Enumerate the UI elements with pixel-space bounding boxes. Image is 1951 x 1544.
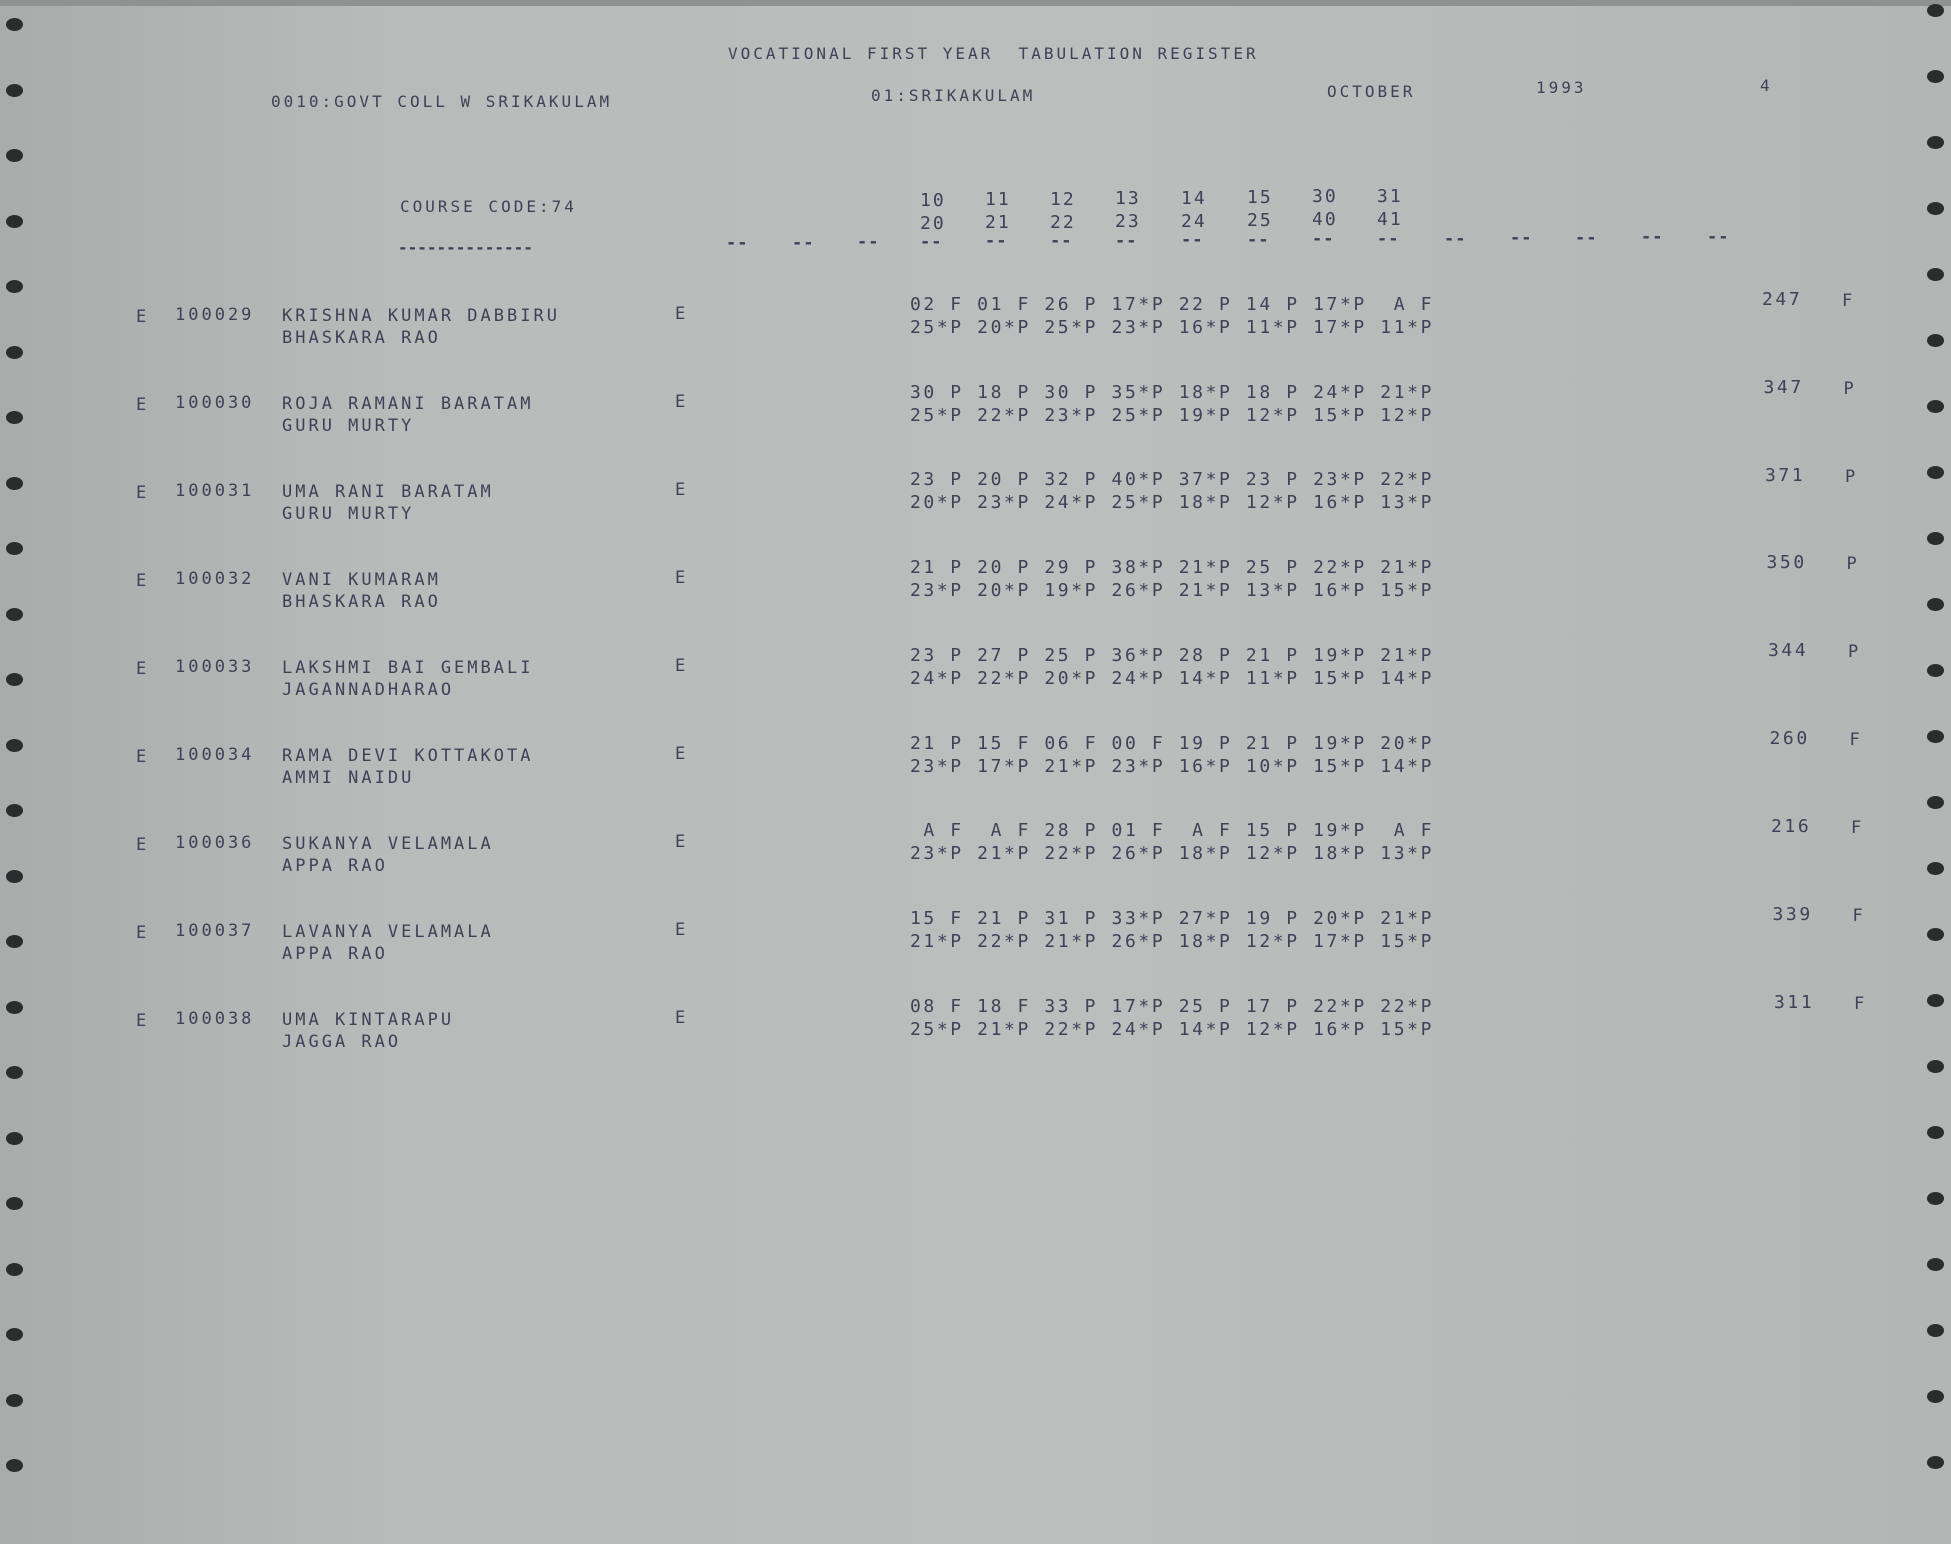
feed-hole bbox=[6, 1197, 23, 1210]
page-number: 4 bbox=[1760, 76, 1773, 95]
student-name: KRISHNA KUMAR DABBIRU bbox=[282, 306, 560, 326]
column-separator: -- bbox=[1050, 231, 1073, 251]
guardian-name: GURU MURTY bbox=[282, 504, 415, 524]
column-separator: -- bbox=[1641, 227, 1664, 248]
marks-line-1: 15 F 21 P 31 P 33*P 27*P 19 P 20*P 21*P bbox=[910, 908, 1435, 930]
feed-hole bbox=[6, 935, 23, 948]
feed-hole bbox=[6, 215, 23, 228]
feed-hole bbox=[1927, 1192, 1944, 1205]
marks-line-2: 25*P 20*P 25*P 23*P 16*P 11*P 17*P 11*P bbox=[910, 317, 1435, 338]
medium-code: E bbox=[675, 832, 689, 852]
district-code: 01:SRIKAKULAM bbox=[871, 86, 1036, 105]
student-id: 100037 bbox=[175, 921, 255, 941]
marks-line-2: 24*P 22*P 20*P 24*P 14*P 11*P 15*P 14*P bbox=[910, 667, 1435, 689]
student-id: 100036 bbox=[175, 833, 255, 853]
marks-line-2: 21*P 22*P 21*P 26*P 18*P 12*P 17*P 15*P bbox=[910, 931, 1435, 953]
feed-hole bbox=[6, 804, 23, 817]
result-status: F bbox=[1851, 817, 1865, 838]
marks-line-2: 20*P 23*P 24*P 25*P 18*P 12*P 16*P 13*P bbox=[910, 492, 1435, 514]
column-number-top: 11 bbox=[985, 189, 1011, 211]
result-status: P bbox=[1846, 554, 1860, 575]
medium-code: E bbox=[675, 656, 689, 676]
medium-code: E bbox=[675, 392, 689, 412]
marks-line-1: 23 P 20 P 32 P 40*P 37*P 23 P 23*P 22*P bbox=[910, 469, 1435, 491]
feed-hole bbox=[1927, 928, 1944, 941]
marks-line-1: 02 F 01 F 26 P 17*P 22 P 14 P 17*P A F bbox=[910, 294, 1435, 315]
medium-code: E bbox=[675, 304, 689, 324]
student-id: 100030 bbox=[175, 393, 255, 413]
exam-year: 1993 bbox=[1536, 78, 1587, 97]
marks-line-2: 25*P 21*P 22*P 24*P 14*P 12*P 16*P 15*P bbox=[910, 1018, 1435, 1040]
guardian-name: GURU MURTY bbox=[282, 416, 415, 436]
feed-hole bbox=[1927, 1060, 1944, 1073]
column-number-bottom: 24 bbox=[1181, 210, 1207, 232]
column-separator: -- bbox=[1181, 230, 1204, 251]
student-name: VANI KUMARAM bbox=[282, 570, 441, 590]
student-id: 100038 bbox=[175, 1009, 255, 1029]
feed-hole bbox=[1927, 466, 1944, 479]
column-number-bottom: 41 bbox=[1377, 208, 1403, 230]
record-prefix: E bbox=[136, 395, 150, 415]
guardian-name: JAGGA RAO bbox=[282, 1032, 402, 1052]
left-tractor-feed-holes bbox=[0, 0, 40, 1544]
column-number-bottom: 25 bbox=[1247, 210, 1273, 231]
paper-top-edge bbox=[0, 0, 1951, 6]
total-marks: 311 bbox=[1774, 991, 1815, 1013]
column-separator: -- bbox=[857, 232, 880, 253]
result-status: F bbox=[1849, 730, 1863, 751]
total-marks: 350 bbox=[1766, 552, 1807, 574]
feed-hole bbox=[1927, 664, 1944, 677]
feed-hole bbox=[6, 149, 23, 162]
feed-hole bbox=[6, 542, 23, 555]
student-id: 100032 bbox=[175, 569, 255, 589]
feed-hole bbox=[1927, 532, 1944, 545]
student-id: 100031 bbox=[175, 481, 255, 501]
student-name: UMA KINTARAPU bbox=[282, 1010, 455, 1030]
marks-line-1: 23 P 27 P 25 P 36*P 28 P 21 P 19*P 21*P bbox=[910, 644, 1435, 666]
column-number-top: 14 bbox=[1181, 187, 1207, 209]
student-id: 100034 bbox=[175, 745, 255, 765]
guardian-name: BHASKARA RAO bbox=[282, 328, 441, 348]
marks-line-1: 21 P 20 P 29 P 38*P 21*P 25 P 22*P 21*P bbox=[910, 557, 1435, 579]
feed-hole bbox=[6, 1066, 23, 1079]
total-marks: 216 bbox=[1771, 815, 1812, 837]
feed-hole bbox=[6, 84, 23, 97]
result-status: F bbox=[1854, 993, 1868, 1014]
record-prefix: E bbox=[136, 307, 150, 327]
feed-hole bbox=[1927, 334, 1944, 347]
feed-hole bbox=[6, 477, 23, 490]
feed-hole bbox=[6, 673, 23, 686]
medium-code: E bbox=[675, 744, 689, 764]
result-status: P bbox=[1843, 378, 1857, 399]
medium-code: E bbox=[675, 1008, 689, 1028]
column-separator: -- bbox=[920, 231, 943, 252]
feed-hole bbox=[1927, 4, 1944, 17]
column-separator: -- bbox=[1510, 228, 1533, 249]
guardian-name: BHASKARA RAO bbox=[282, 592, 441, 612]
course-code: COURSE CODE:74 bbox=[400, 197, 577, 216]
feed-hole bbox=[1927, 862, 1944, 875]
column-separator: -- bbox=[726, 233, 749, 253]
student-name: RAMA DEVI KOTTAKOTA bbox=[282, 746, 534, 766]
feed-hole bbox=[1927, 400, 1944, 413]
feed-hole bbox=[6, 739, 23, 752]
feed-hole bbox=[6, 1459, 23, 1472]
column-separator: -- bbox=[1312, 229, 1335, 250]
column-separator: -- bbox=[1707, 227, 1730, 247]
feed-hole bbox=[1927, 202, 1944, 215]
feed-hole bbox=[1927, 1126, 1944, 1139]
total-marks: 247 bbox=[1762, 289, 1803, 310]
record-prefix: E bbox=[136, 747, 150, 767]
feed-hole bbox=[6, 870, 23, 883]
feed-hole bbox=[1927, 1456, 1944, 1469]
record-prefix: E bbox=[136, 659, 150, 679]
feed-hole bbox=[6, 1394, 23, 1407]
marks-line-2: 23*P 17*P 21*P 23*P 16*P 10*P 15*P 14*P bbox=[910, 755, 1435, 777]
record-prefix: E bbox=[136, 835, 150, 855]
marks-line-1: 30 P 18 P 30 P 35*P 18*P 18 P 24*P 21*P bbox=[910, 381, 1435, 403]
feed-hole bbox=[1927, 136, 1944, 149]
result-status: P bbox=[1848, 642, 1862, 663]
column-number-bottom: 20 bbox=[920, 213, 946, 234]
result-status: F bbox=[1842, 291, 1856, 311]
guardian-name: JAGANNADHARAO bbox=[282, 680, 455, 700]
marks-line-2: 23*P 21*P 22*P 26*P 18*P 12*P 18*P 13*P bbox=[910, 843, 1435, 865]
feed-hole bbox=[6, 1328, 23, 1341]
feed-hole bbox=[1927, 268, 1944, 281]
student-name: UMA RANI BARATAM bbox=[282, 482, 494, 502]
feed-hole bbox=[6, 346, 23, 359]
column-separator: -- bbox=[1444, 228, 1467, 249]
column-number-top: 12 bbox=[1050, 188, 1076, 210]
total-marks: 371 bbox=[1765, 464, 1806, 486]
total-marks: 339 bbox=[1772, 903, 1813, 925]
marks-line-1: A F A F 28 P 01 F A F 15 P 19*P A F bbox=[910, 820, 1435, 842]
feed-hole bbox=[1927, 1390, 1944, 1403]
guardian-name: APPA RAO bbox=[282, 944, 388, 964]
column-separator: -- bbox=[792, 232, 815, 253]
column-number-top: 31 bbox=[1377, 185, 1403, 207]
guardian-name: AMMI NAIDU bbox=[282, 768, 415, 788]
record-prefix: E bbox=[136, 483, 150, 503]
course-code-underline: -------------- bbox=[398, 238, 533, 257]
student-id: 100033 bbox=[175, 657, 255, 677]
feed-hole bbox=[1927, 1258, 1944, 1271]
record-prefix: E bbox=[136, 1011, 150, 1031]
result-status: P bbox=[1845, 466, 1859, 487]
medium-code: E bbox=[675, 568, 689, 588]
marks-line-1: 08 F 18 F 33 P 17*P 25 P 17 P 22*P 22*P bbox=[910, 995, 1435, 1017]
college-code: 0010:GOVT COLL W SRIKAKULAM bbox=[271, 92, 613, 111]
feed-hole bbox=[6, 608, 23, 621]
feed-hole bbox=[6, 1001, 23, 1014]
student-id: 100029 bbox=[175, 305, 255, 325]
column-separator: -- bbox=[1115, 230, 1138, 251]
record-prefix: E bbox=[136, 571, 150, 591]
feed-hole bbox=[1927, 994, 1944, 1007]
right-tractor-feed-holes bbox=[1911, 0, 1951, 1544]
feed-hole bbox=[1927, 598, 1944, 611]
column-separator: -- bbox=[1575, 227, 1598, 248]
column-separator: -- bbox=[1377, 229, 1400, 249]
total-marks: 347 bbox=[1763, 376, 1804, 398]
medium-code: E bbox=[675, 480, 689, 500]
column-number-top: 10 bbox=[920, 190, 946, 211]
column-number-bottom: 23 bbox=[1115, 211, 1141, 233]
medium-code: E bbox=[675, 920, 689, 940]
guardian-name: APPA RAO bbox=[282, 856, 388, 876]
column-number-top: 13 bbox=[1115, 188, 1141, 210]
student-name: LAVANYA VELAMALA bbox=[282, 922, 494, 942]
marks-line-1: 21 P 15 F 06 F 00 F 19 P 21 P 19*P 20*P bbox=[910, 732, 1435, 754]
feed-hole bbox=[6, 280, 23, 293]
column-number-top: 15 bbox=[1247, 187, 1273, 208]
column-number-bottom: 22 bbox=[1050, 211, 1076, 233]
student-name: ROJA RAMANI BARATAM bbox=[282, 394, 534, 414]
exam-month: OCTOBER bbox=[1327, 82, 1416, 101]
student-name: LAKSHMI BAI GEMBALI bbox=[282, 658, 534, 678]
total-marks: 260 bbox=[1769, 728, 1810, 750]
column-separator: -- bbox=[985, 231, 1008, 252]
column-separator: -- bbox=[1247, 229, 1270, 250]
feed-hole bbox=[6, 18, 23, 31]
record-prefix: E bbox=[136, 923, 150, 943]
column-number-bottom: 21 bbox=[985, 212, 1011, 234]
register-title: VOCATIONAL FIRST YEAR TABULATION REGISTER bbox=[728, 44, 1259, 63]
student-name: SUKANYA VELAMALA bbox=[282, 834, 494, 854]
column-number-top: 30 bbox=[1312, 186, 1338, 208]
marks-line-2: 25*P 22*P 23*P 25*P 19*P 12*P 15*P 12*P bbox=[910, 404, 1435, 426]
feed-hole bbox=[6, 411, 23, 424]
feed-hole bbox=[1927, 796, 1944, 809]
feed-hole bbox=[1927, 1324, 1944, 1337]
feed-hole bbox=[1927, 70, 1944, 83]
total-marks: 344 bbox=[1768, 640, 1809, 662]
feed-hole bbox=[6, 1132, 23, 1145]
marks-line-2: 23*P 20*P 19*P 26*P 21*P 13*P 16*P 15*P bbox=[910, 580, 1435, 602]
result-status: F bbox=[1852, 905, 1866, 926]
column-number-bottom: 40 bbox=[1312, 209, 1338, 231]
feed-hole bbox=[6, 1263, 23, 1276]
feed-hole bbox=[1927, 730, 1944, 743]
